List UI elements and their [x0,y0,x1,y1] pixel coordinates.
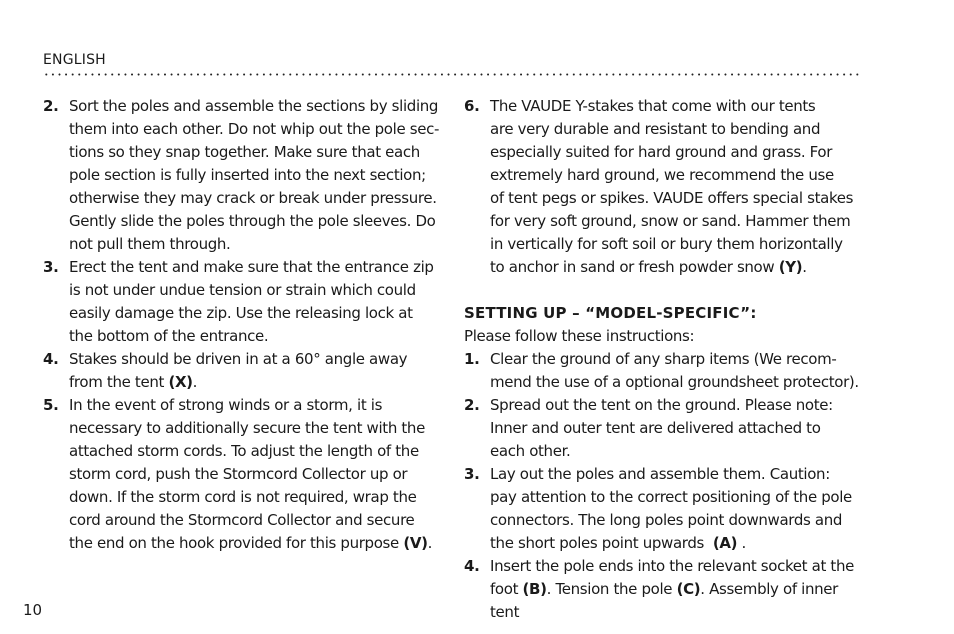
text-line [490,256,866,279]
figure-reference: (X) [168,373,193,391]
item-number: 5. [43,396,59,414]
step-1 [464,348,866,394]
list-item-5 [43,394,443,555]
text-line: Sort the poles and assemble the sections by sliding [69,97,439,115]
text-line: the bottom of the entrance. [69,327,269,345]
text-line: The VAUDE Y-stakes that come with our tents [490,97,816,115]
text-line: not pull them through. [69,235,231,253]
figure-reference: (V) [403,534,428,552]
text-line: them into each other. Do not whip out the pole sec- [69,120,440,138]
text-line: Insert the pole ends into the relevant socket at the [490,557,854,575]
text-line: mend the use of a optional groundsheet protector). [490,373,859,391]
figure-reference: (A) [712,534,738,552]
item-number: 4. [43,350,59,368]
text-line: Lay out the poles and assemble them. Caution: [490,465,830,483]
text-line: in vertically for soft soil or bury them horizontally [490,235,843,253]
text-run: the short poles point upwards [490,534,713,552]
text-line: Gently slide the poles through the pole sleeves. Do [69,212,436,230]
text-line: easily damage the zip. Use the releasing lock at [69,304,413,322]
text-run: to anchor in sand or fresh powder snow [490,258,779,276]
step-3 [464,463,866,555]
text-run: the end on the hook provided for this purpose [69,534,404,552]
text-run: . [427,534,433,552]
text-line: otherwise they may crack or break under pressure. [69,189,437,207]
text-line [69,532,443,555]
figure-reference: (Y) [778,258,803,276]
list-item-4 [43,348,443,394]
text-run: . [192,373,198,391]
text-line: Erect the tent and make sure that the entrance zip [69,258,434,276]
dotted-divider [43,73,859,76]
text-run: . Tension the pole [546,580,677,598]
page-number: 10 [23,601,43,619]
text-line: each other. [490,442,571,460]
text-line [490,578,866,624]
text-line: especially suited for hard ground and grass. For [490,143,833,161]
text-run: . [737,534,746,552]
item-number: 2. [464,396,480,414]
item-number: 6. [464,97,480,115]
text-line: pay attention to the correct positioning of the pole [490,488,852,506]
text-run: from the tent [69,373,169,391]
text-line: Spread out the tent on the ground. Please note: [490,396,833,414]
text-line: cord around the Stormcord Collector and secure [69,511,415,529]
section-intro: Please follow these instructions: [464,327,695,345]
text-line: attached storm cords. To adjust the length of the [69,442,419,460]
text-run: . Assembly of inner tent [490,580,839,621]
text-line [69,371,443,394]
right-column [464,95,866,624]
text-line: down. If the storm cord is not required, wrap the [69,488,417,506]
figure-reference: (C) [676,580,701,598]
text-line: In the event of strong winds or a storm, it is [69,396,383,414]
step-2 [464,394,866,463]
item-number: 3. [464,465,480,483]
text-line: connectors. The long poles point downwards and [490,511,843,529]
text-line: Stakes should be driven in at a 60° angle away [69,350,408,368]
text-line: tions so they snap together. Make sure that each [69,143,420,161]
figure-reference: (B) [522,580,547,598]
text-line: for very soft ground, snow or sand. Hammer them [490,212,851,230]
text-line: of tent pegs or spikes. VAUDE offers special stakes [490,189,854,207]
text-line: Inner and outer tent are delivered attached to [490,419,821,437]
item-number: 4. [464,557,480,575]
item-number: 2. [43,97,59,115]
list-item-6 [464,95,866,279]
text-line: pole section is fully inserted into the next section; [69,166,426,184]
list-item-2 [43,95,443,256]
list-item-3 [43,256,443,348]
text-line: Clear the ground of any sharp items (We recom- [490,350,837,368]
text-line: are very durable and resistant to bending and [490,120,821,138]
text-run: . [802,258,807,276]
text-run: foot [490,580,523,598]
step-4 [464,555,866,624]
text-line: is not under undue tension or strain which could [69,281,416,299]
text-line [490,532,866,555]
section-heading: SETTING UP – “MODEL-SPECIFIC”: [464,304,757,322]
left-column [43,95,443,555]
text-line: necessary to additionally secure the tent with the [69,419,425,437]
language-label: ENGLISH [43,52,106,68]
item-number: 3. [43,258,59,276]
text-line: storm cord, push the Stormcord Collector up or [69,465,408,483]
item-number: 1. [464,350,480,368]
text-line: extremely hard ground, we recommend the use [490,166,834,184]
